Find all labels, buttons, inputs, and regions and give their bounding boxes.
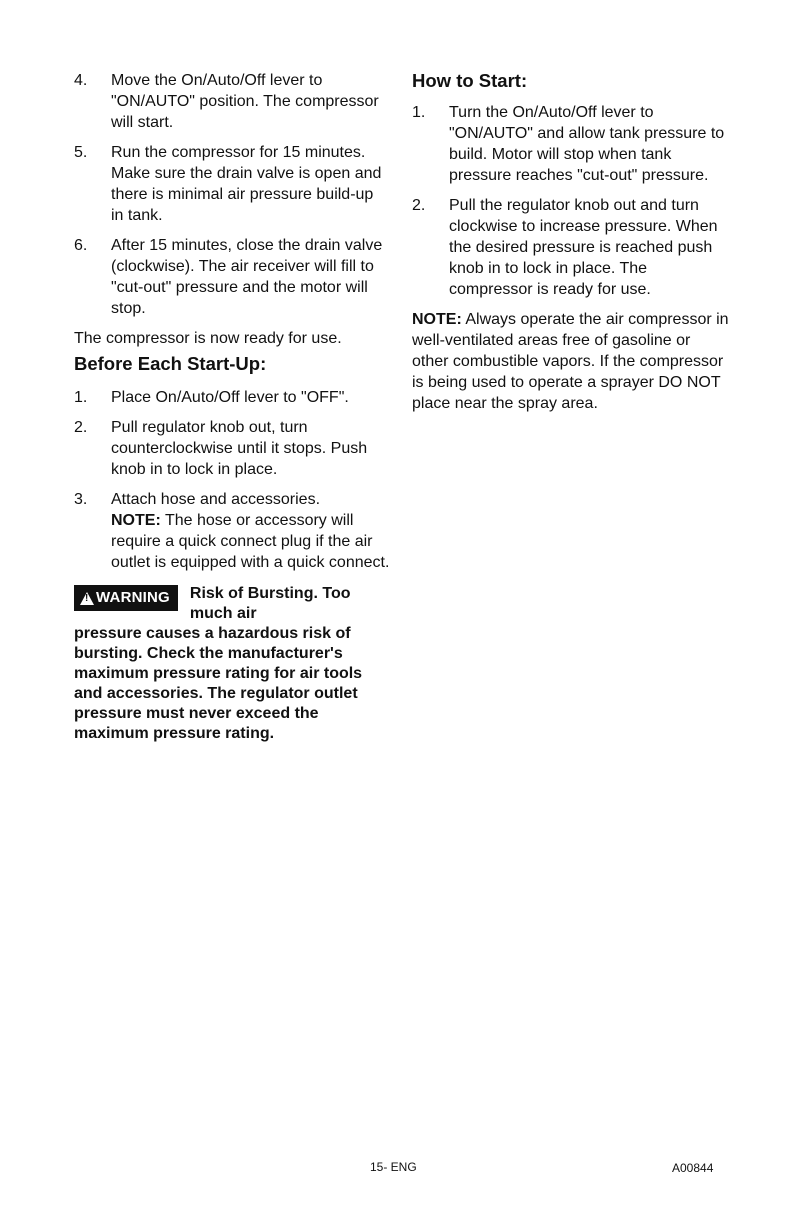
step-text: Turn the On/Auto/Off lever to "ON/AUTO" and allow tank pressure to build. Motor will stop when tank pressure reaches "cut-out" pressure. bbox=[449, 104, 725, 184]
page-number: 15- ENG bbox=[370, 1160, 417, 1174]
note-text: The hose or accessory will require a quick connect plug if the air outlet is equipped with a quick connect. bbox=[111, 512, 390, 571]
step-number: 1. bbox=[74, 389, 88, 406]
left-column bbox=[74, 70, 390, 744]
step-text: Run the compressor for 15 minutes. Make sure the drain valve is open and there is minimal air pressure build-up in tank. bbox=[111, 144, 382, 224]
note-label: NOTE: bbox=[412, 311, 462, 328]
before-start-steps bbox=[74, 387, 390, 573]
step-number: 5. bbox=[74, 144, 88, 161]
warning-block bbox=[74, 583, 390, 744]
list-item bbox=[74, 417, 390, 480]
list-item bbox=[74, 489, 390, 573]
before-start-heading: Before Each Start-Up: bbox=[74, 353, 267, 374]
warning-header bbox=[74, 583, 390, 624]
warning-badge-label: WARNING bbox=[96, 589, 170, 606]
how-to-start-heading: How to Start: bbox=[412, 70, 528, 91]
document-code: A00844 bbox=[672, 1161, 714, 1175]
list-item bbox=[74, 70, 390, 133]
warning-headline: Risk of Bursting. Too much air bbox=[189, 585, 351, 622]
list-item bbox=[74, 142, 390, 226]
step-text: Move the On/Auto/Off lever to "ON/AUTO" position. The compressor will start. bbox=[111, 72, 379, 131]
step-number: 2. bbox=[412, 197, 426, 214]
step-text: Pull the regulator knob out and turn clockwise to increase pressure. When the desired pressure is reached push knob in to lock in place. The compressor is ready for use. bbox=[449, 197, 718, 298]
step-number: 4. bbox=[74, 72, 88, 89]
step-text: Place On/Auto/Off lever to "OFF". bbox=[111, 389, 349, 406]
list-item bbox=[74, 387, 390, 408]
note-text: Always operate the air compressor in well-ventilated areas free of gasoline or other combustible vapors. If the compressor is being used to operate a sprayer DO NOT place near the spray area. bbox=[412, 311, 729, 412]
warning-body: pressure causes a hazardous risk of bursting. Check the manufacturer's maximum pressure rating for air tools and accessories. The regulator outlet pressure must never exceed the maximum pressure rating. bbox=[74, 625, 363, 742]
step-number: 1. bbox=[412, 104, 426, 121]
how-to-start-steps bbox=[412, 102, 730, 300]
ventilation-note bbox=[412, 309, 730, 414]
ready-statement: The compressor is now ready for use. bbox=[74, 330, 342, 347]
list-item bbox=[412, 102, 730, 186]
startup-steps-continued bbox=[74, 70, 390, 319]
right-column bbox=[412, 70, 730, 414]
note-label: NOTE: bbox=[111, 512, 161, 529]
step-text: Attach hose and accessories. bbox=[111, 491, 321, 508]
step-text: Pull regulator knob out, turn counterclockwise until it stops. Push knob in to lock in place. bbox=[111, 419, 368, 478]
warning-badge bbox=[74, 585, 178, 611]
step-number: 2. bbox=[74, 419, 88, 436]
step-number: 3. bbox=[74, 491, 88, 508]
list-item bbox=[412, 195, 730, 300]
list-item bbox=[74, 235, 390, 319]
warning-triangle-icon bbox=[80, 592, 94, 605]
step-number: 6. bbox=[74, 237, 88, 254]
step-text: After 15 minutes, close the drain valve (clockwise). The air receiver will fill to "cut-out" pressure and the motor will stop. bbox=[111, 237, 383, 317]
